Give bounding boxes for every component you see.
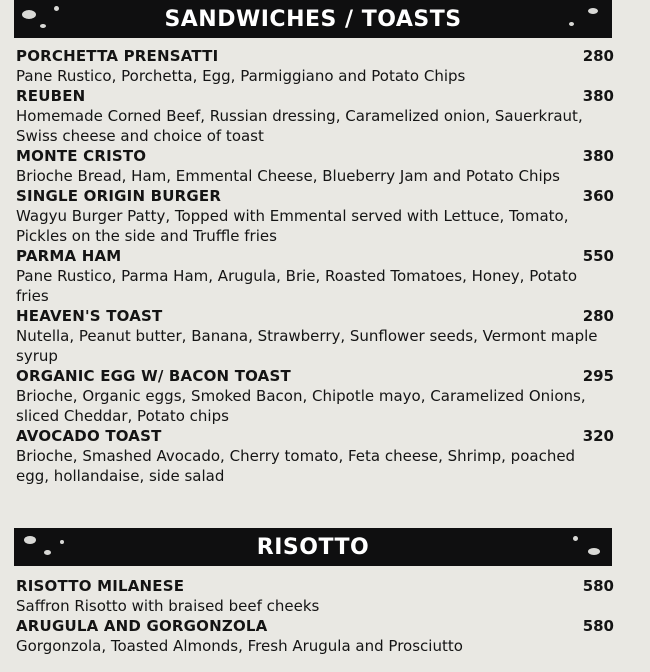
item-price: 320: [582, 427, 614, 445]
item-name: MONTE CRISTO: [16, 147, 147, 165]
section-sandwiches: [16, 46, 614, 486]
item-description: Nutella, Peanut butter, Banana, Strawberry, Sunflower seeds, Vermont maple syrup: [16, 327, 598, 365]
item-price: 380: [582, 87, 614, 105]
item-name: HEAVEN'S TOAST: [16, 307, 163, 325]
menu-item: [16, 146, 614, 186]
item-description: Brioche, Smashed Avocado, Cherry tomato, Feta cheese, Shrimp, poached egg, hollandaise, side salad: [16, 447, 576, 485]
section-risotto: [16, 576, 614, 656]
item-name: ARUGULA AND GORGONZOLA: [16, 617, 268, 635]
item-description: Wagyu Burger Patty, Topped with Emmental served with Lettuce, Tomato, Pickles on the side and Truffle fries: [16, 207, 569, 245]
item-name: PORCHETTA PRENSATTI: [16, 47, 219, 65]
menu-item: [16, 86, 614, 146]
item-price: 280: [582, 307, 614, 325]
item-name: PARMA HAM: [16, 247, 122, 265]
menu-item: [16, 46, 614, 86]
section-title: RISOTTO: [256, 534, 370, 560]
item-description: Saffron Risotto with braised beef cheeks: [16, 597, 320, 615]
menu-item: [16, 576, 614, 616]
menu-item: [16, 366, 614, 426]
item-name: SINGLE ORIGIN BURGER: [16, 187, 222, 205]
item-name: RISOTTO MILANESE: [16, 577, 185, 595]
item-description: Homemade Corned Beef, Russian dressing, Caramelized onion, Sauerkraut, Swiss cheese and choice of toast: [16, 107, 583, 145]
menu-item: [16, 306, 614, 366]
item-price: 295: [582, 367, 614, 385]
menu-item: [16, 426, 614, 486]
section-banner-sandwiches: [14, 0, 612, 38]
menu-item: [16, 616, 614, 656]
item-price: 550: [582, 247, 614, 265]
item-description: Pane Rustico, Parma Ham, Arugula, Brie, Roasted Tomatoes, Honey, Potato fries: [16, 267, 578, 305]
menu-item: [16, 246, 614, 306]
item-description: Gorgonzola, Toasted Almonds, Fresh Arugula and Prosciutto: [16, 637, 463, 655]
item-price: 380: [582, 147, 614, 165]
item-name: REUBEN: [16, 87, 86, 105]
item-price: 360: [582, 187, 614, 205]
item-description: Brioche, Organic eggs, Smoked Bacon, Chipotle mayo, Caramelized Onions, sliced Cheddar, Potato chips: [16, 387, 586, 425]
section-banner-risotto: [14, 528, 612, 566]
menu-item: [16, 186, 614, 246]
item-price: 280: [582, 47, 614, 65]
section-title: SANDWICHES / TOASTS: [164, 6, 462, 32]
item-name: AVOCADO TOAST: [16, 427, 162, 445]
item-price: 580: [582, 617, 614, 635]
item-description: Pane Rustico, Porchetta, Egg, Parmiggiano and Potato Chips: [16, 67, 466, 85]
item-price: 580: [582, 577, 614, 595]
item-name: ORGANIC EGG W/ BACON TOAST: [16, 367, 291, 385]
item-description: Brioche Bread, Ham, Emmental Cheese, Blueberry Jam and Potato Chips: [16, 167, 560, 185]
